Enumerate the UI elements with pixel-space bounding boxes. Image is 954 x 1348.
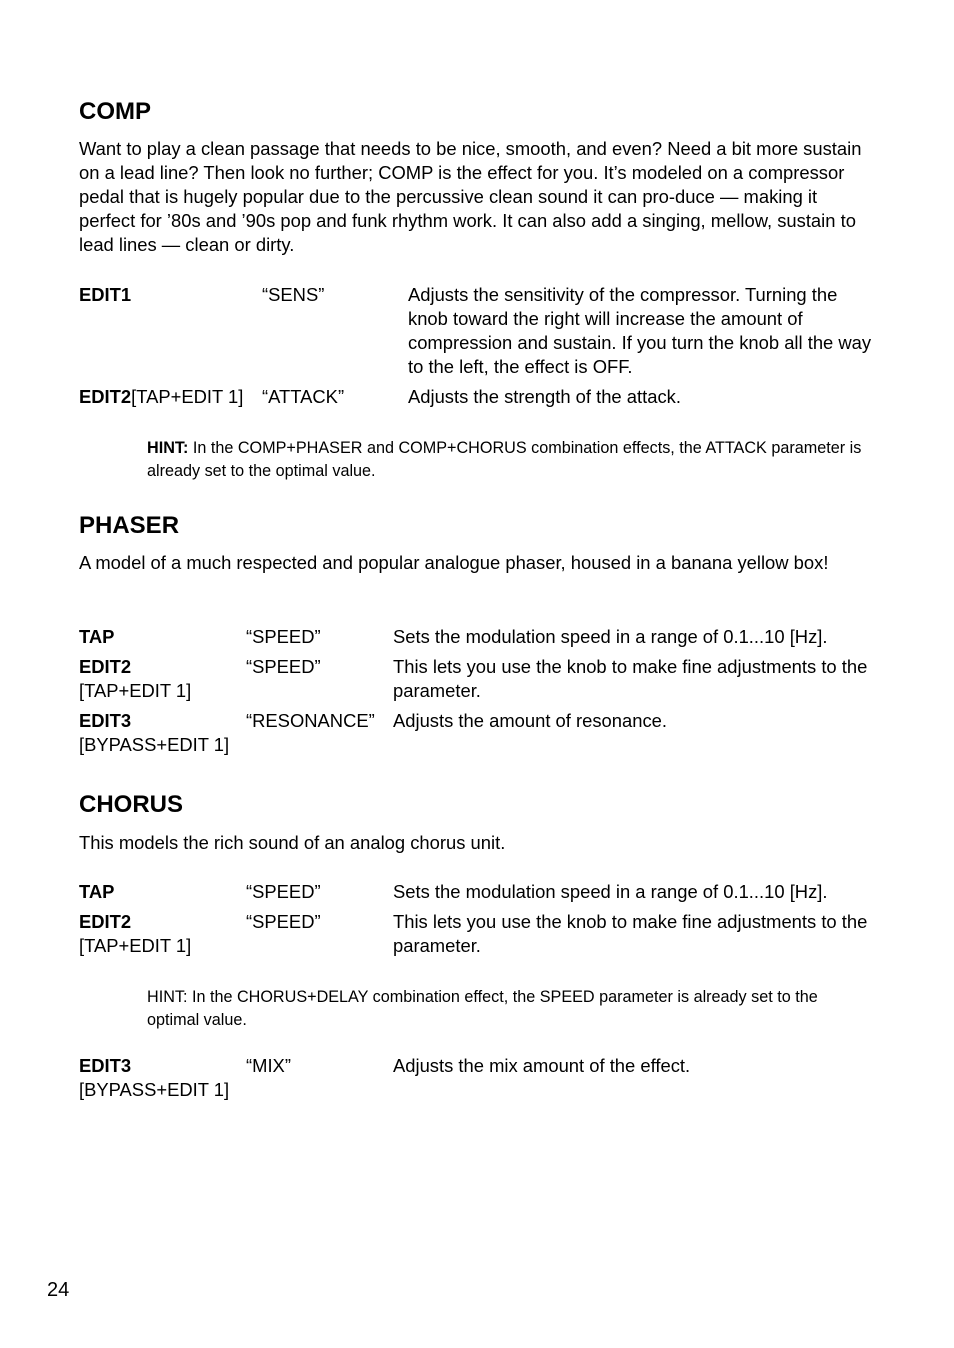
param-name: “ATTACK”: [262, 386, 345, 407]
param-key: [79, 910, 191, 958]
param-description: Adjusts the mix amount of the effect.: [393, 1055, 691, 1076]
comp-intro: Want to play a clean passage that needs to be nice, smooth, and even? Need a bit more sustain on a lead line? Then look no further; COMP is the effect for you. It’s modeled on a compressor pedal that is hugely popular due to the percussive clean sound it can pro-duce — making it perfect for ’80s and ’90s pop and funk rhythm work. It can also add a singing, mellow, sustain to lead lines — clean or dirty.: [79, 138, 862, 255]
param-name: “SPEED”: [246, 656, 321, 677]
param-description: Adjusts the sensitivity of the compressor. Turning the knob toward the right will increase the amount of compression and sustain. If you turn the knob all the way to the left, the effect is OFF.: [408, 284, 872, 377]
param-name: “SENS”: [262, 284, 325, 305]
chorus-intro: This models the rich sound of an analog chorus unit.: [79, 832, 506, 853]
param-description: Sets the modulation speed in a range of 0.1...10 [Hz].: [393, 626, 828, 647]
param-name: “RESONANCE”: [246, 710, 375, 731]
param-key-label: EDIT3: [79, 710, 132, 731]
param-name: “SPEED”: [246, 881, 321, 902]
param-key: [79, 880, 114, 904]
param-key-combo: [TAP+EDIT 1]: [79, 680, 192, 701]
param-key-combo: [TAP+EDIT 1]: [79, 935, 192, 956]
param-key-label: EDIT2: [79, 386, 132, 407]
comp-hint: [147, 437, 867, 482]
param-name: “SPEED”: [246, 911, 321, 932]
section-title-chorus: CHORUS: [79, 791, 184, 818]
section-title-phaser: PHASER: [79, 512, 180, 539]
param-key-label: EDIT2: [79, 656, 132, 677]
param-name: “SPEED”: [246, 626, 321, 647]
param-key-label: TAP: [79, 626, 115, 647]
page-number: 24: [47, 1279, 70, 1301]
hint-label: HINT:: [147, 439, 189, 457]
param-key: [79, 283, 131, 307]
hint-text: In the CHORUS+DELAY combination effect, the SPEED parameter is already set to the optimal value.: [147, 988, 818, 1029]
param-key: [79, 655, 191, 703]
param-description: Adjusts the strength of the attack.: [408, 386, 681, 407]
param-key-combo: [BYPASS+EDIT 1]: [79, 1079, 230, 1100]
param-key: [79, 1054, 229, 1102]
param-key-combo: [BYPASS+EDIT 1]: [79, 734, 230, 755]
param-key-label: TAP: [79, 881, 115, 902]
hint-label: HINT:: [147, 988, 188, 1006]
param-key-label: EDIT1: [79, 284, 132, 305]
param-description: This lets you use the knob to make fine adjustments to the parameter.: [393, 911, 868, 956]
param-key-label: EDIT3: [79, 1055, 132, 1076]
param-description: This lets you use the knob to make fine adjustments to the parameter.: [393, 656, 868, 701]
param-key-combo: [TAP+EDIT 1]: [131, 386, 244, 407]
param-key-label: EDIT2: [79, 911, 132, 932]
param-description: Sets the modulation speed in a range of 0.1...10 [Hz].: [393, 881, 828, 902]
param-name: “MIX”: [246, 1055, 291, 1076]
hint-text: In the COMP+PHASER and COMP+CHORUS combination effects, the ATTACK parameter is already set to the optimal value.: [147, 439, 862, 480]
param-key: [79, 709, 229, 757]
chorus-hint: [147, 986, 867, 1031]
param-description: Adjusts the amount of resonance.: [393, 710, 667, 731]
section-title-comp: COMP: [79, 98, 151, 125]
phaser-intro: A model of a much respected and popular analogue phaser, housed in a banana yellow box!: [79, 552, 829, 573]
param-key: [79, 385, 243, 409]
param-key: [79, 625, 114, 649]
